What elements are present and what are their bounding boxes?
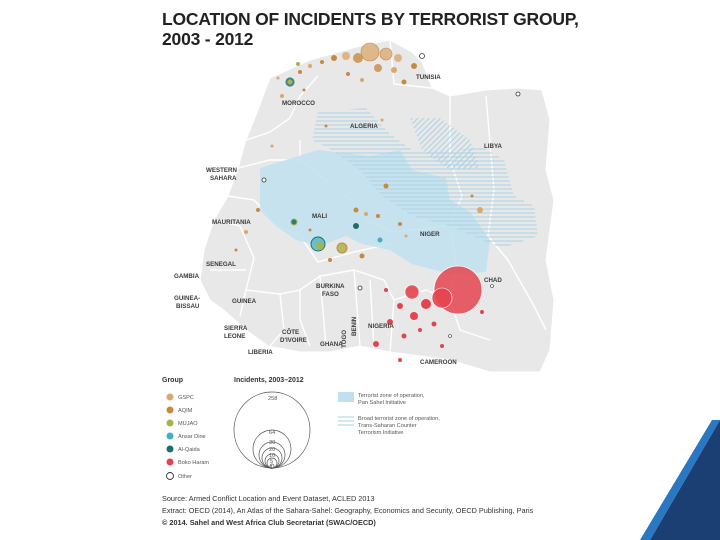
incident-marker [405,235,408,238]
legend-zone-2-line3: Terrorism Initiative [358,430,404,436]
label-gambia: GAMBIA [174,273,200,280]
legend-swatch-aqim [167,407,174,414]
label-western-sahara-1: WESTERN [206,167,237,174]
label-guinea-bissau-2: BISSAU [176,303,200,310]
incident-marker [353,223,359,229]
map-title-line-2: 2003 - 2012 [162,29,254,49]
legend-size-label: 20 [269,447,276,453]
incident-marker [271,145,274,148]
legend-label-boko-haram: Boko Haram [178,460,210,466]
legend [162,377,440,480]
map-title-line-1: LOCATION OF INCIDENTS BY TERRORIST GROUP, [162,9,579,29]
incident-marker [360,78,364,82]
incident-marker [449,335,452,338]
label-senegal: SENEGAL [206,261,236,268]
legend-size-label: 30 [269,440,276,446]
incident-marker [380,48,392,60]
incident-marker [384,184,389,189]
legend-size-label: 5 [270,459,274,465]
label-burkina-1: BURKINA [316,283,345,290]
incident-marker [328,258,332,262]
legend-size-label: 1 [270,465,274,471]
label-cote-divoire-1: CÔTE [282,329,300,336]
footer-source: Source: Armed Conflict Location and Event Dataset, ACLED 2013 [162,494,375,503]
incident-marker [384,288,388,292]
legend-size-label: 10 [269,453,276,459]
footer-copyright: © 2014. Sahel and West Africa Club Secretariat (SWAC/OECD) [162,518,376,527]
label-benin: BENIN [351,316,358,336]
incident-marker [256,208,260,212]
incident-marker [402,334,407,339]
legend-label-mujao: MUJAO [178,421,198,427]
incident-marker [374,64,382,72]
incident-marker [353,53,363,63]
label-cameroon: CAMEROON [420,359,457,366]
incident-marker [471,195,474,198]
label-mali: MALI [312,213,328,220]
label-liberia: LIBERIA [248,349,273,356]
incident-marker [411,63,417,69]
incident-marker [325,125,328,128]
incident-marker [477,207,483,213]
legend-zone-2-line2: Trans-Saharan Counter [358,423,417,429]
legend-swatch-other [167,473,174,480]
legend-zones [338,392,440,436]
legend-group-list [167,394,210,481]
incident-marker [342,52,350,60]
incident-marker [360,254,365,259]
incident-marker [296,62,300,66]
incident-marker [235,249,238,252]
incident-marker [421,299,431,309]
incident-marker [420,54,425,59]
incident-marker [364,212,368,216]
incident-marker [308,64,312,68]
legend-swatch-boko-haram [167,459,174,466]
incident-marker [316,242,324,250]
incident-marker [376,214,380,218]
incident-marker [288,80,293,85]
incident-marker [337,243,347,253]
incident-marker [480,310,484,314]
legend-group-title: Group [162,377,183,384]
label-sierra-leone-2: LEONE [224,333,246,340]
map-canvas [150,0,562,540]
legend-incidents-title: Incidents, 2003–2012 [234,377,304,384]
incident-marker [320,60,324,64]
incident-marker [361,43,379,61]
incident-marker [291,219,297,225]
legend-label-ansar-dine: Ansar Dine [178,434,206,440]
incident-marker [381,119,384,122]
legend-swatch-gspc [167,394,174,401]
label-tunisia: TUNISIA [416,74,441,81]
incident-marker [358,286,362,290]
incident-marker [394,54,402,62]
footer-extract: Extract: OECD (2014), An Atlas of the Sahara-Sahel: Geography, Economics and Security, OECD Publishing, Paris [162,506,534,515]
label-togo: TOGO [341,329,348,348]
incident-marker [405,285,419,299]
incident-marker [432,288,452,308]
label-western-sahara-2: SAHARA [210,175,237,182]
legend-zone-2-line1: Broad terrorist zone of operation, [358,416,440,422]
incident-marker [303,89,306,92]
legend-zone-1-line2: Pan Sahel Initiative [358,400,406,406]
incident-marker [298,70,302,74]
label-morocco: MOROCCO [282,100,315,107]
incident-marker [391,67,397,73]
incident-marker [262,178,266,182]
incident-marker [280,94,284,98]
incident-marker [410,312,418,320]
label-cote-divoire-2: D'IVOIRE [280,337,307,344]
incident-marker [309,229,312,232]
label-algeria: ALGERIA [350,123,378,130]
incident-marker [397,303,403,309]
incident-marker [398,358,402,362]
incident-marker [432,322,437,327]
incident-marker [402,80,407,85]
label-ghana: GHANA [320,341,343,348]
incident-marker [244,230,248,234]
label-guinea-bissau-1: GUINEA- [174,295,201,302]
label-mauritania: MAURITANIA [212,219,251,226]
legend-zone-1-line1: Terrorist zone of operation, [358,393,425,399]
label-nigeria: NIGERIA [368,323,394,330]
incident-marker [491,285,494,288]
legend-label-al-qaida: Al-Qaida [178,447,200,453]
incident-marker [277,77,280,80]
legend-swatch-mujao [167,420,174,427]
incident-marker [418,328,422,332]
legend-swatch-trans-saharan [338,416,354,426]
label-guinea: GUINEA [232,298,257,305]
legend-label-other: Other [178,474,192,480]
label-burkina-2: FASO [322,291,339,298]
legend-label-aqim: AQIM [178,408,193,414]
incident-marker [346,72,350,76]
incident-marker [398,222,402,226]
label-chad: CHAD [484,277,502,284]
legend-swatch-al-qaida [167,446,174,453]
map-figure [150,0,579,540]
incident-marker [373,341,379,347]
label-libya: LIBYA [484,143,502,150]
legend-swatch-pan-sahel [338,392,354,402]
legend-swatch-ansar-dine [167,433,174,440]
legend-size-label: 258 [268,396,278,402]
label-sierra-leone-1: SIERRA [224,325,248,332]
legend-label-gspc: GSPC [178,395,194,401]
legend-size-label: 64 [269,430,276,436]
incident-marker [378,238,383,243]
label-niger: NIGER [420,231,440,238]
incident-marker [516,92,520,96]
incident-marker [331,55,337,61]
incident-marker [354,208,359,213]
incident-marker [440,344,444,348]
